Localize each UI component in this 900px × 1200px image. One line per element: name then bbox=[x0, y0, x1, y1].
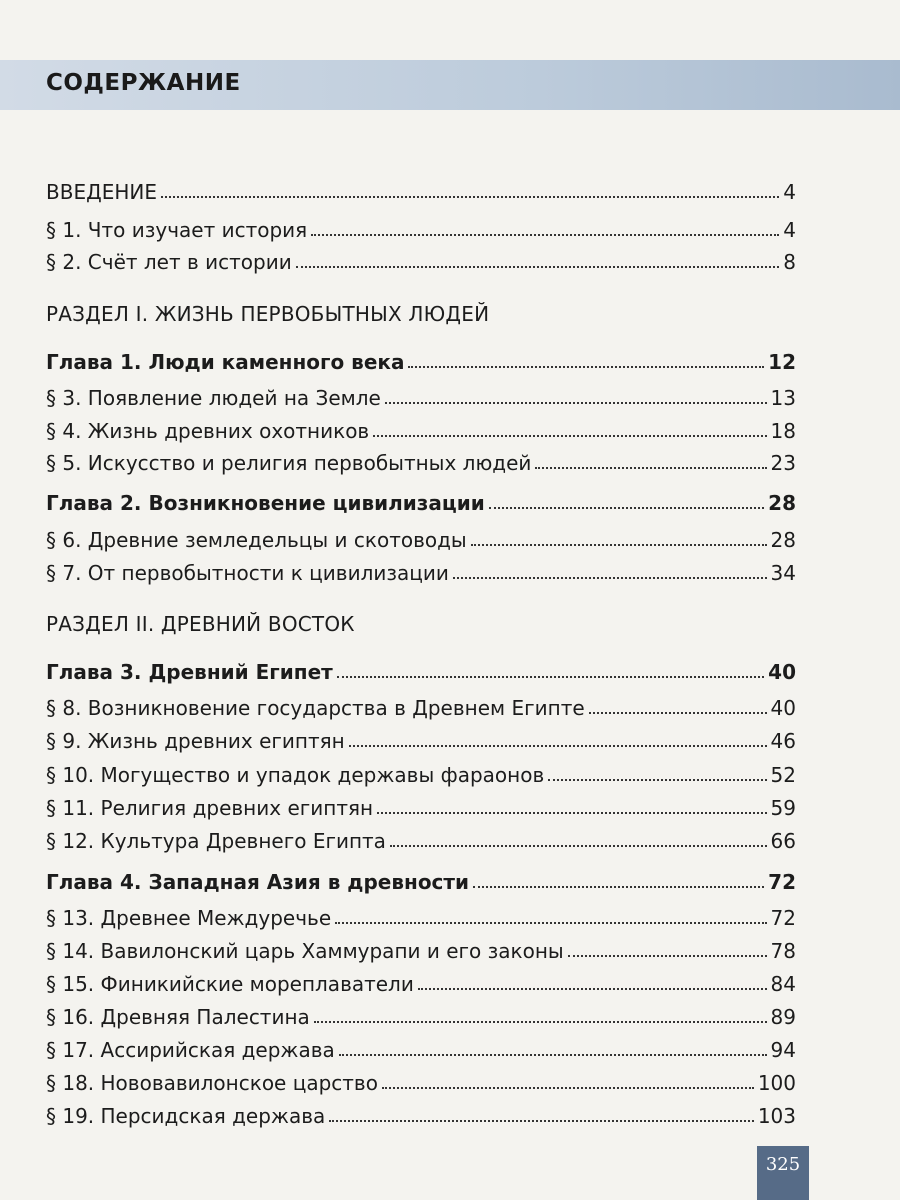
toc-entry[interactable] bbox=[46, 688, 796, 720]
page-title: СОДЕРЖАНИЕ bbox=[46, 70, 241, 96]
toc-entry-page: 84 bbox=[770, 972, 796, 996]
toc-entry-label: Глава 4. Западная Азия в древности bbox=[46, 870, 470, 894]
toc-entry[interactable] bbox=[46, 788, 796, 820]
toc-entry-page: 66 bbox=[770, 829, 796, 853]
toc-entry-label: § 12. Культура Древнего Египта bbox=[46, 829, 386, 853]
toc-entry-page: 34 bbox=[770, 561, 796, 585]
toc-entry-label: § 9. Жизнь древних египтян bbox=[46, 729, 345, 753]
toc-entry-page: 72 bbox=[768, 870, 796, 894]
dot-leader bbox=[390, 844, 767, 847]
toc-entry-label: § 6. Древние земледельцы и скотоводы bbox=[46, 528, 467, 552]
dot-leader bbox=[329, 1119, 754, 1122]
toc-entry-label: § 5. Искусство и религия первобытных людей bbox=[46, 451, 532, 475]
toc-entry-page: 103 bbox=[757, 1104, 796, 1128]
toc-entry-label: § 18. Нововавилонское царство bbox=[46, 1071, 378, 1095]
dot-leader bbox=[337, 675, 764, 678]
toc-entry[interactable] bbox=[46, 755, 796, 787]
toc-entry[interactable] bbox=[46, 721, 796, 753]
toc-entry-page: 52 bbox=[770, 763, 796, 787]
toc-entry[interactable] bbox=[46, 821, 796, 853]
dot-leader bbox=[339, 1053, 767, 1056]
toc-entry-page: 59 bbox=[770, 796, 796, 820]
toc-entry-page: 89 bbox=[770, 1005, 796, 1029]
toc-entry-page: 4 bbox=[783, 218, 796, 242]
dot-leader bbox=[373, 434, 766, 437]
toc-entry-label: § 10. Могущество и упадок державы фараонов bbox=[46, 763, 545, 787]
dot-leader bbox=[548, 778, 766, 781]
toc-entry[interactable] bbox=[46, 1030, 796, 1062]
toc-entry[interactable] bbox=[46, 378, 796, 410]
toc-entry[interactable] bbox=[46, 1063, 796, 1095]
dot-leader bbox=[408, 365, 764, 368]
dot-leader bbox=[161, 195, 779, 198]
toc-entry-label: § 2. Счёт лет в истории bbox=[46, 250, 292, 274]
toc-entry[interactable] bbox=[46, 443, 796, 475]
toc-entry[interactable] bbox=[46, 210, 796, 242]
toc-entry-label: § 4. Жизнь древних охотников bbox=[46, 419, 370, 443]
dot-leader bbox=[382, 1086, 754, 1089]
toc-entry-label: Глава 1. Люди каменного века bbox=[46, 350, 405, 374]
toc-entry-label: § 3. Появление людей на Земле bbox=[46, 386, 381, 410]
toc-entry[interactable] bbox=[46, 898, 796, 930]
toc-entry-label: § 15. Финикийские мореплаватели bbox=[46, 972, 414, 996]
toc-entry-page: 72 bbox=[770, 906, 796, 930]
toc-entry-page: 28 bbox=[768, 491, 796, 515]
toc-entry-page: 4 bbox=[783, 180, 796, 204]
dot-leader bbox=[296, 265, 780, 268]
dot-leader bbox=[453, 576, 767, 579]
toc-entry-label: § 16. Древняя Палестина bbox=[46, 1005, 310, 1029]
dot-leader bbox=[385, 401, 767, 404]
dot-leader bbox=[568, 954, 767, 957]
page-number-box bbox=[757, 1146, 809, 1200]
toc-entry-label: § 11. Религия древних египтян bbox=[46, 796, 374, 820]
section-heading-2: РАЗДЕЛ II. ДРЕВНИЙ ВОСТОК bbox=[46, 612, 355, 636]
toc-entry-label: § 19. Персидская держава bbox=[46, 1104, 326, 1128]
toc-entry-label: § 17. Ассирийская держава bbox=[46, 1038, 335, 1062]
toc-entry[interactable] bbox=[46, 553, 796, 585]
dot-leader bbox=[314, 1020, 767, 1023]
toc-entry[interactable] bbox=[46, 242, 796, 274]
page-number: 325 bbox=[765, 1154, 801, 1175]
toc-entry[interactable] bbox=[46, 964, 796, 996]
dot-leader bbox=[418, 987, 767, 990]
toc-entry-page: 12 bbox=[768, 350, 796, 374]
toc-entry[interactable] bbox=[46, 520, 796, 552]
toc-entry-page: 94 bbox=[770, 1038, 796, 1062]
toc-entry-page: 13 bbox=[770, 386, 796, 410]
toc-entry-intro[interactable] bbox=[46, 172, 796, 204]
dot-leader bbox=[335, 921, 766, 924]
toc-chapter-2[interactable] bbox=[46, 483, 796, 515]
toc-entry-label: § 1. Что изучает история bbox=[46, 218, 308, 242]
dot-leader bbox=[489, 506, 764, 509]
dot-leader bbox=[377, 811, 766, 814]
dot-leader bbox=[589, 711, 767, 714]
toc-entry-label: § 13. Древнее Междуречье bbox=[46, 906, 332, 930]
dot-leader bbox=[311, 233, 779, 236]
toc-entry-page: 46 bbox=[770, 729, 796, 753]
toc-chapter-4[interactable] bbox=[46, 862, 796, 894]
toc-entry[interactable] bbox=[46, 997, 796, 1029]
toc-entry-label: ВВЕДЕНИЕ bbox=[46, 180, 157, 204]
toc-entry-label: Глава 2. Возникновение цивилизации bbox=[46, 491, 485, 515]
toc-entry-page: 78 bbox=[770, 939, 796, 963]
dot-leader bbox=[535, 466, 766, 469]
toc-entry-page: 40 bbox=[768, 660, 796, 684]
toc-entry-page: 100 bbox=[757, 1071, 796, 1095]
dot-leader bbox=[471, 543, 767, 546]
toc-entry[interactable] bbox=[46, 1096, 796, 1128]
dot-leader bbox=[349, 744, 767, 747]
toc-entry-page: 28 bbox=[770, 528, 796, 552]
toc-chapter-3[interactable] bbox=[46, 652, 796, 684]
toc-entry-page: 18 bbox=[770, 419, 796, 443]
toc-entry[interactable] bbox=[46, 411, 796, 443]
section-heading-1: РАЗДЕЛ I. ЖИЗНЬ ПЕРВОБЫТНЫХ ЛЮДЕЙ bbox=[46, 302, 490, 326]
toc-entry-label: § 14. Вавилонский царь Хаммурапи и его законы bbox=[46, 939, 564, 963]
toc-entry-page: 40 bbox=[770, 696, 796, 720]
toc-entry[interactable] bbox=[46, 931, 796, 963]
toc-entry-label: Глава 3. Древний Египет bbox=[46, 660, 333, 684]
dot-leader bbox=[473, 885, 764, 888]
toc-chapter-1[interactable] bbox=[46, 342, 796, 374]
toc-entry-page: 23 bbox=[770, 451, 796, 475]
toc-entry-page: 8 bbox=[783, 250, 796, 274]
toc-entry-label: § 8. Возникновение государства в Древнем Египте bbox=[46, 696, 585, 720]
toc-entry-label: § 7. От первобытности к цивилизации bbox=[46, 561, 449, 585]
